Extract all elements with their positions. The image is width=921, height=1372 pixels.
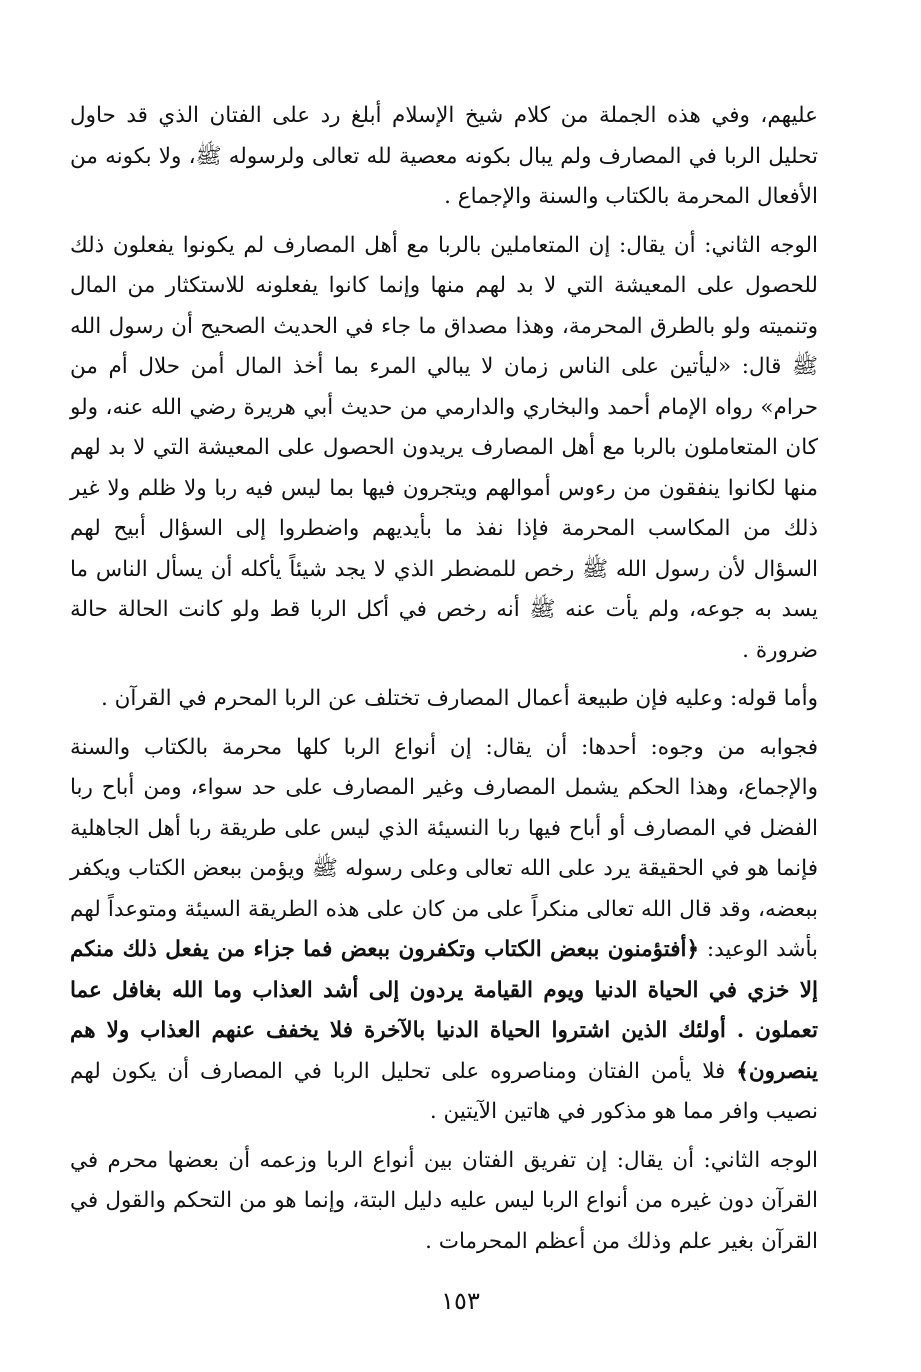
paragraph-4 [70, 728, 818, 1133]
paragraph-3 [70, 679, 818, 720]
page-body [70, 96, 818, 1270]
page-number: ١٥٣ [441, 1287, 480, 1315]
paragraph-3-text: وأما قوله: وعليه فإن طبيعة أعمال المصارف تختلف عن الربا المحرم في القرآن . [100, 686, 818, 711]
paragraph-1-text: عليهم، وفي هذه الجملة من كلام شيخ الإسلام أبلغ رد على الفتان الذي قد حاول تحليل الربا في المصارف ولم يبال بكونه معصية لله تعالى ولرسوله ﷺ، ولا بكونه من الأفعال المحرمة بالكتاب والسنة والإجماع . [70, 103, 818, 209]
paragraph-2 [70, 226, 818, 672]
paragraph-4-text: فجوابه من وجوه: أحدها: أن يقال: إن أنواع الربا كلها محرمة بالكتاب والسنة والإجماع، وهذا الحكم يشمل المصارف وغير المصارف على حد سواء، ومن أباح ربا الفضل في المصارف أو أباح فيها ربا النسيئة الذي ليس على طريقة ربا أهل الجاهلية فإنما هو في الحقيقة يرد على الله تعالى وعلى رسوله ﷺ ويؤمن ببعض الكتاب ويكفر ببعضه، وقد قال الله تعالى منكراً على من كان على هذه الطريقة السيئة ومتوعداً لهم بأشد الوعيد: [70, 734, 818, 962]
paragraph-1 [70, 96, 818, 218]
paragraph-2-text: الوجه الثاني: أن يقال: إن المتعاملين بالربا مع أهل المصارف لم يكونوا يفعلون ذلك للحصول على المعيشة التي لا بد لهم منها وإنما كانوا يفعلونه للاستكثار من المال وتنميته ولو بالطرق المحرمة، وهذا مصداق ما جاء في الحديث الصحيح أن رسول الله ﷺ قال: «ليأتين على الناس زمان لا يبالي المرء بما أخذ المال أمن حلال أم من حرام» رواه الإمام أحمد والبخاري والدارمي من حديث أبي هريرة رضي الله عنه، ولو كان المتعاملون بالربا مع أهل المصارف يريدون الحصول على المعيشة التي لا بد لهم منها لكانوا ينفقون من رءوس أموالهم ويتجرون فيها بما ليس فيه ربا ولا ظلم ولا غير ذلك من المكاسب المحرمة فإذا نفذ ما بأيديهم واضطروا إلى السؤال أبيح لهم السؤال لأن رسول الله ﷺ رخص للمضطر الذي لا يجد شيئاً يأكله أن يسأل الناس ما يسد به جوعه، ولم يأت عنه ﷺ أنه رخص في أكل الربا قط ولو كانت الحالة حالة ضرورة . [70, 232, 818, 663]
paragraph-5 [70, 1141, 818, 1263]
paragraph-5-text: الوجه الثاني: أن يقال: إن تفريق الفتان بين أنواع الربا وزعمه أن بعضها محرم في القرآن دون غيره من أنواع الربا ليس عليه دليل البتة، وإنما هو من التحكم والقول في القرآن بغير علم وذلك من أعظم المحرمات . [70, 1147, 818, 1254]
paragraph-4-text-continued: فلا يأمن الفتان ومناصروه على تحليل الربا في المصارف أن يكون لهم نصيب وافر مما هو مذكور في هاتين الآيتين . [70, 1058, 818, 1124]
quran-verse-quote: ﴿أفتؤمنون ببعض الكتاب وتكفرون ببعض فما جزاء من يفعل ذلك منكم إلا خزي في الحياة الدنيا ويوم القيامة يردون إلى أشد العذاب وما الله بغافل عما تعملون . أولئك الذين اشتروا الحياة الدنيا بالآخرة فلا يخفف عنهم العذاب ولا هم ينصرون﴾ [70, 937, 818, 1084]
